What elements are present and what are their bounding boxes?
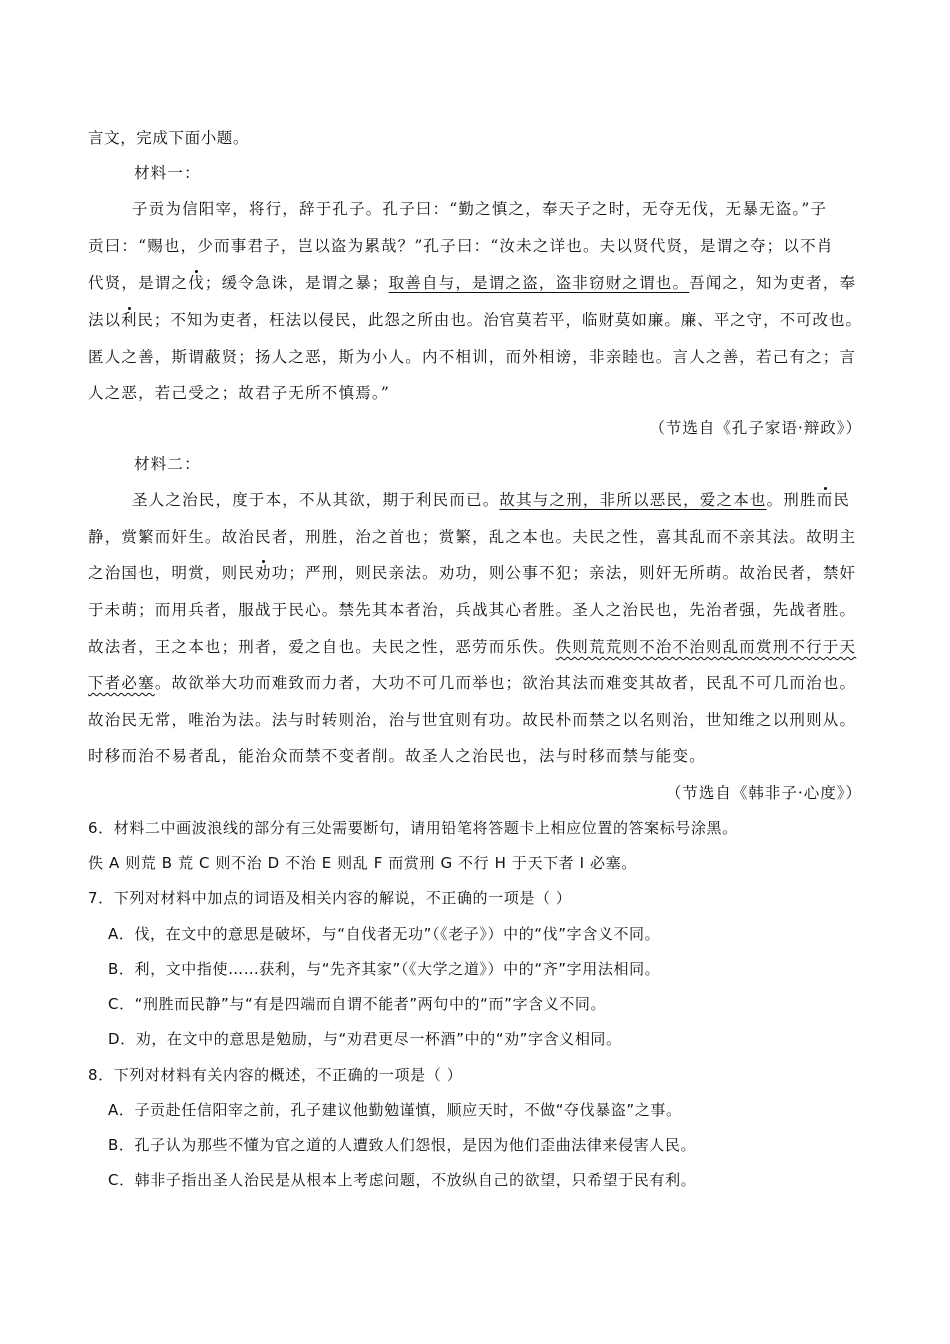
material2-line-6: 下者必塞。故欲举大功而难致而力者，大功不可几而举也；欲治其法而难变其故者，民乱不可几而治也。: [88, 674, 857, 692]
question-7-option-a[interactable]: A．伐，在文中的意思是破坏，与“自伐者无功”（《老子》）中的“伐”字含义不同。: [108, 925, 661, 943]
material2-line-5: 故法者，王之本也；刑者，爱之自也。夫民之性，恶劳而乐佚。佚则荒荒则不治不治则乱而赏刑不行于天: [88, 638, 857, 656]
material2-line-7: 故治民无常，唯治为法。法与时转则治，治与世宜则有功。故民朴而禁之以名则治，世知维之以刑则从。: [88, 711, 857, 729]
question-8-stem: 8．下列对材料有关内容的概述，不正确的一项是（ ）: [88, 1066, 463, 1084]
material2-line-8: 时移而治不易者乱，能治众而禁不变者削。故圣人之治民也，法与时移而禁与能变。: [88, 747, 706, 765]
question-7-stem: 7．下列对材料中加点的词语及相关内容的解说，不正确的一项是（ ）: [88, 889, 572, 907]
question-7-option-c[interactable]: C．“刑胜而民静”与“有是四端而自谓不能者”两句中的“而”字含义不同。: [108, 995, 607, 1013]
material1-source: （节选自《孔子家语·辩政》）: [649, 419, 862, 437]
question-6-stem: 6．材料二中画波浪线的部分有三处需要断句，请用铅笔将答题卡上相应位置的答案标号涂黑。: [88, 819, 738, 837]
wavy-underlined-text-2: 下者必塞: [88, 674, 155, 692]
dotted-char-li: 利: [120, 311, 138, 329]
material2-source: （节选自《韩非子·心度》）: [665, 784, 862, 802]
material1-line-2: 贡曰：“赐也，少而事君子，岂以盗为累哉？”孔子曰：“汝未之详也。夫以贤代贤，是谓之夺；以不肖: [88, 237, 834, 255]
dotted-char-fa: 伐: [188, 274, 205, 292]
question-7-option-b[interactable]: B．利，文中指使……获利，与“先齐其家”（《大学之道》）中的“齐”字用法相同。: [108, 960, 661, 978]
dotted-char-er: 而: [816, 491, 834, 509]
material2-line-3: 之治国也，明赏，则民劝功；严刑，则民亲法。劝功，则公事不犯；亲法，则奸无所萌。故治民者，禁奸: [88, 564, 857, 582]
question-8-option-a[interactable]: A．子贡赴任信阳宰之前，孔子建议他勤勉谨慎，顺应天时，不做“夺伐暴盗”之事。: [108, 1101, 682, 1119]
material1-line-3: 代贤，是谓之伐；缓令急诛，是谓之暴；取善自与，是谓之盗，盗非窃财之谓也。吾闻之，知为吏者，奉: [88, 274, 857, 292]
material1-line-6: 人之恶，若己受之；故君子无所不慎焉。”: [88, 384, 390, 402]
question-8-option-c[interactable]: C．韩非子指出圣人治民是从根本上考虑问题，不放纵自己的欲望，只希望于民有利。: [108, 1171, 697, 1189]
material1-line-4: 法以利民；不知为吏者，枉法以侵民，此怨之所由也。治官莫若平，临财莫如廉。廉、平之守，不可改也。: [88, 311, 862, 329]
material2-line-2: 静，赏繁而奸生。故治民者，刑胜，治之首也；赏繁，乱之本也。夫民之性，喜其乱而不亲其法。故明主: [88, 528, 857, 546]
underlined-sentence-1: 取善自与，是谓之盗，盗非窃财之谓也。: [388, 274, 690, 292]
question-6-options: 佚 A 则荒 B 荒 C 则不治 D 不治 E 则乱 F 而赏刑 G 不行 H 于天下者 I 必塞。: [88, 854, 637, 872]
wavy-underlined-text-1: 佚则荒荒则不治不治则乱而赏刑不行于天: [555, 638, 857, 656]
underlined-sentence-2: 故其与之刑，非所以恶民，爱之本也: [499, 491, 767, 509]
dotted-char-quan: 劝: [255, 564, 272, 582]
material1-line-1: 子贡为信阳宰，将行，辞于孔子。孔子曰：“勤之慎之，奉天子之时，无夺无伐，无暴无盗。”子: [132, 200, 828, 218]
material2-line-4: 于未萌；而用兵者，服战于民心。禁先其本者治，兵战其心者胜。圣人之治民也，先治者强，先战者胜。: [88, 601, 857, 619]
material1-line-5: 匿人之善，斯谓蔽贤；扬人之恶，斯为小人。内不相训，而外相谤，非亲睦也。言人之善，若己有之；言: [88, 348, 857, 366]
material1-heading: 材料一：: [134, 164, 201, 182]
material2-heading: 材料二：: [134, 455, 201, 473]
question-8-option-b[interactable]: B．孔子认为那些不懂为官之道的人遭致人们怨恨，是因为他们歪曲法律来侵害人民。: [108, 1136, 697, 1154]
material2-line-1: 圣人之治民，度于本，不从其欲，期于利民而已。故其与之刑，非所以恶民，爱之本也。刑胜而民: [132, 491, 851, 509]
question-7-option-d[interactable]: D．劝，在文中的意思是勉励，与“劝君更尽一杯酒”中的“劝”字含义相同。: [108, 1030, 622, 1048]
intro-line: 言文，完成下面小题。: [88, 129, 250, 147]
